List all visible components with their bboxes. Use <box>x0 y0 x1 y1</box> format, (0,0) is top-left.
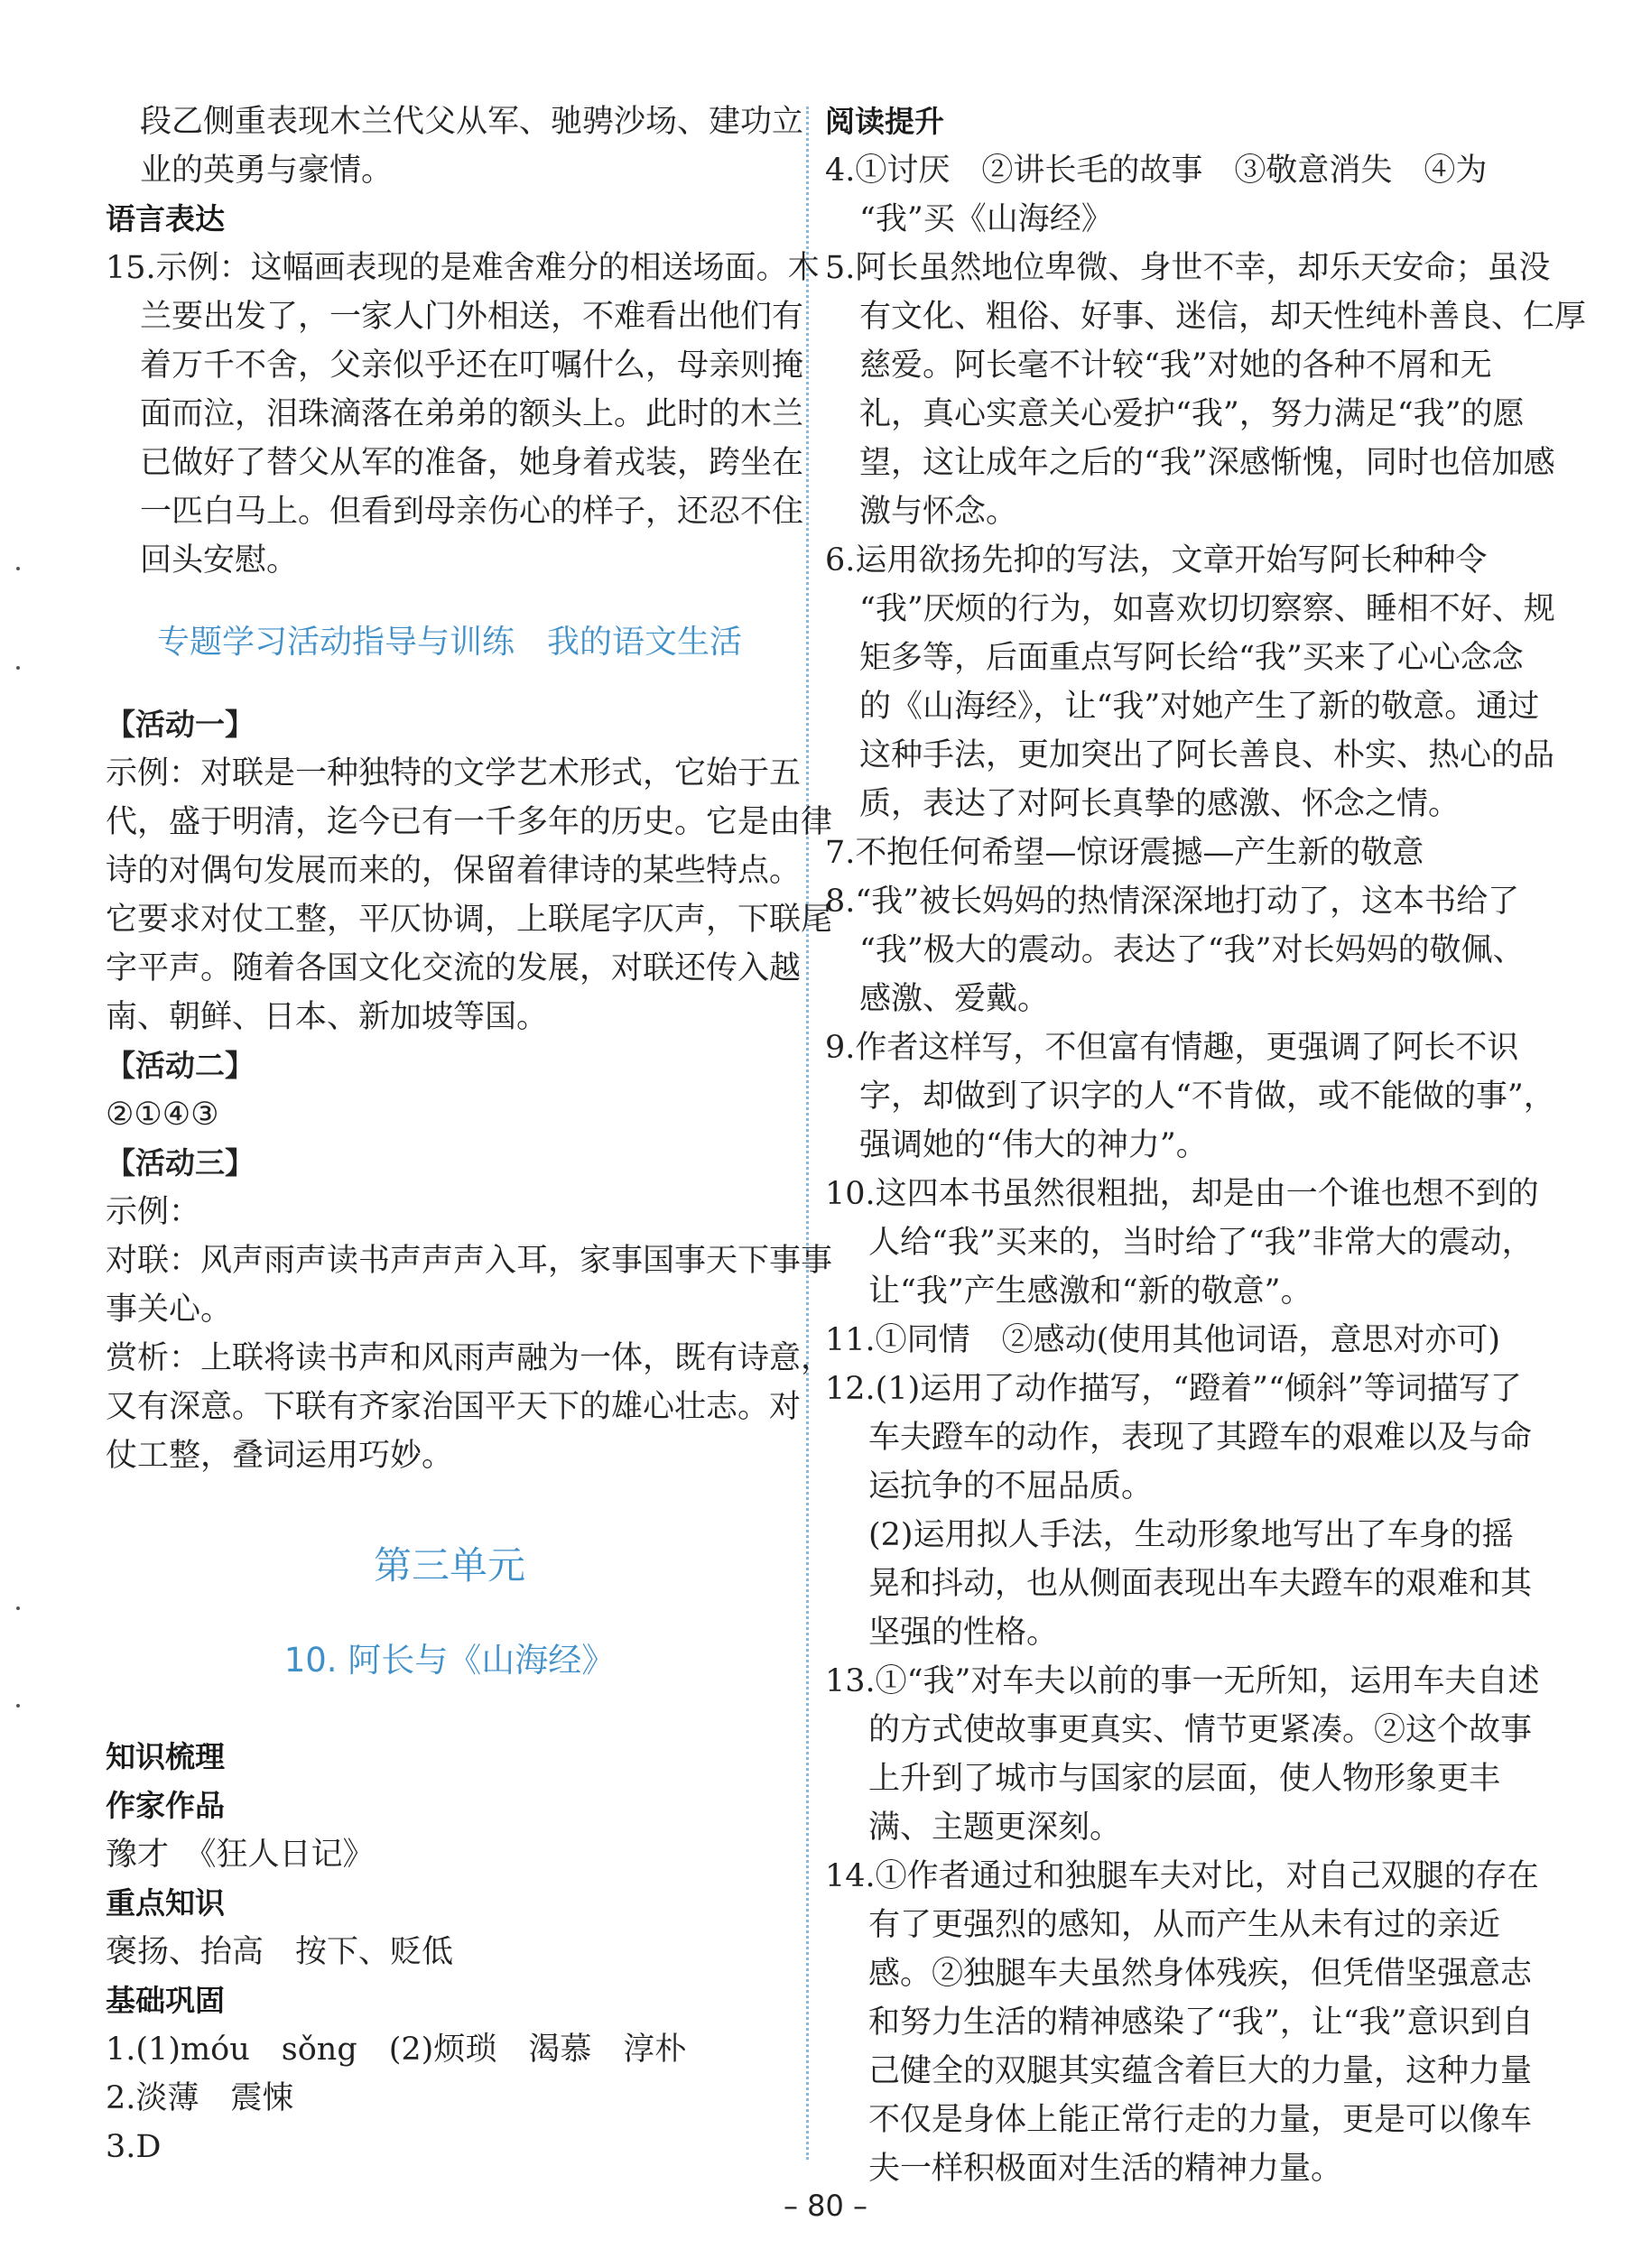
text-line: 字，却做到了识字的人“不肯做，或不能做的事”， <box>859 1078 1555 1115</box>
text-line: 代，盛于明清，迄今已有一千多年的历史。它是由律 <box>106 804 833 840</box>
text-line: 慈爱。阿长毫不计较“我”对她的各种不屑和无 <box>859 347 1492 384</box>
answer-8 <box>825 877 1525 1023</box>
text-line: 兰要出发了，一家人门外相送，不难看出他们有 <box>140 299 804 335</box>
text-line: 质，表达了对阿长真挚的感激、怀念之情。 <box>859 786 1461 822</box>
text-line: 15.示例：这幅画表现的是难舍难分的相送场面。木 <box>106 250 820 286</box>
text-line: 有了更强烈的感知，从而产生从未有过的亲近 <box>868 1907 1501 1943</box>
text-line: 望，这让成年之后的“我”深感惭愧，同时也倍加感 <box>859 445 1555 481</box>
text-line: 夫一样积极面对生活的精神力量。 <box>868 2151 1343 2187</box>
text-line: 示例： <box>106 1194 201 1230</box>
answer-14 <box>825 1852 1539 2193</box>
answer-5 <box>825 244 1587 536</box>
text-line: 和努力生活的精神感染了“我”，让“我”意识到自 <box>868 2004 1534 2041</box>
text-line: 它要求对仗工整，平仄协调，上联尾字仄声，下联尾 <box>106 902 833 938</box>
text-line: 对联：风声雨声读书声声声入耳，家事国事天下事事 <box>106 1243 833 1279</box>
text-line: 面而泣，泪珠滴落在弟弟的额头上。此时的木兰 <box>140 396 804 432</box>
text-line: 12.(1)运用了动作描写，“蹬着”“倾斜”等词描写了 <box>825 1371 1522 1407</box>
answer-12 <box>825 1365 1533 1657</box>
activity-1-text <box>106 749 833 1041</box>
section-title: 专题学习活动指导与训练 我的语文生活 <box>156 624 742 661</box>
text-line: 又有深意。下联有齐家治国平天下的雄心壮志。对 <box>106 1389 802 1425</box>
text-line: 晃和抖动，也从侧面表现出车夫蹬车的艰难和其 <box>868 1566 1533 1602</box>
text-line: 示例：对联是一种独特的文学艺术形式，它始于五 <box>106 755 802 791</box>
text-line: 10.这四本书虽然很粗拙，却是由一个谁也想不到的 <box>825 1176 1539 1212</box>
text-line: 满、主题更深刻。 <box>868 1810 1122 1846</box>
text-line: 感。②独腿车夫虽然身体残疾，但凭借坚强意志 <box>868 1956 1533 1992</box>
text-line: 这种手法，更加突出了阿长善良、朴实、热心的品 <box>859 737 1555 773</box>
text-line: 坚强的性格。 <box>868 1615 1059 1651</box>
text-line: 回头安慰。 <box>140 542 299 579</box>
text-line: 事关心。 <box>106 1291 233 1328</box>
page-number: – 80 – <box>783 2189 868 2223</box>
author-heading: 作家作品 <box>106 1788 225 1823</box>
text-line: 感激、爱戴。 <box>859 981 1050 1017</box>
text-line: 南、朝鲜、日本、新加坡等国。 <box>106 999 549 1035</box>
basic-heading: 基础巩固 <box>106 1983 225 2018</box>
text-line: 一匹白马上。但看到母亲伤心的样子，还忍不住 <box>140 494 804 530</box>
text-line: 激与怀念。 <box>859 494 1018 530</box>
text-line: 字平声。随着各国文化交流的发展，对联还传入越 <box>106 950 802 986</box>
text-line: 9.作者这样写，不但富有情趣，更强调了阿长不识 <box>825 1030 1519 1066</box>
text-line: 段乙侧重表现木兰代父从军、驰骋沙场、建功立 <box>140 104 804 140</box>
column-divider <box>806 106 809 2160</box>
basic-answer-1: 1.(1)móu sǒng (2)烦琐 渴慕 淳朴 <box>106 2032 687 2068</box>
text-line: 强调她的“伟大的神力”。 <box>859 1127 1208 1163</box>
text-line: “我”厌烦的行为，如喜欢切切察察、睡相不好、规 <box>859 591 1555 627</box>
text-line: 礼，真心实意关心爱护“我”，努力满足“我”的愿 <box>859 396 1525 432</box>
text-line: 着万千不舍，父亲似乎还在叮嘱什么，母亲则掩 <box>140 347 804 384</box>
key-answer: 褒扬、抬高 按下、贬低 <box>106 1934 454 1970</box>
basic-answer-2: 2.淡薄 震悚 <box>106 2080 294 2116</box>
activity-3-label: 【活动三】 <box>106 1145 255 1180</box>
intro-paragraph <box>106 97 804 195</box>
text-line: 己健全的双腿其实蕴含着巨大的力量，这种力量 <box>868 2053 1533 2089</box>
answer-11 <box>825 1316 1513 1365</box>
text-line: 矩多等，后面重点写阿长给“我”买来了心心念念 <box>859 640 1524 676</box>
unit-title: 第三单元 <box>373 1543 525 1588</box>
text-line: 4.①讨厌 ②讲长毛的故事 ③敬意消失 ④为 <box>825 153 1488 189</box>
text-line: 7.不抱任何希望—惊讶震撼—产生新的敬意 <box>825 835 1424 871</box>
text-line: 13.①“我”对车夫以前的事一无所知，运用车夫自述 <box>825 1663 1540 1699</box>
activity-3-text <box>106 1188 833 1480</box>
text-line: “我”买《山海经》 <box>859 201 1113 237</box>
text-line: 仗工整，叠词运用巧妙。 <box>106 1438 454 1474</box>
answer-15 <box>106 244 820 585</box>
text-line: 11.①同情 ②感动(使用其他词语，意思对亦可) <box>825 1322 1500 1358</box>
text-line: 不仅是身体上能正常行走的力量，更是可以像车 <box>868 2102 1533 2138</box>
activity-1-label: 【活动一】 <box>106 707 255 742</box>
text-line: 车夫蹬车的动作，表现了其蹬车的艰难以及与命 <box>868 1420 1533 1456</box>
text-line: 运抗争的不屈品质。 <box>868 1468 1154 1504</box>
answer-4 <box>825 146 1513 244</box>
answer-7 <box>825 829 1513 877</box>
text-line: 赏析：上联将读书声和风雨声融为一体，既有诗意， <box>106 1340 833 1376</box>
left-column <box>106 97 833 2171</box>
text-line: “我”极大的震动。表达了“我”对长妈妈的敬佩、 <box>859 932 1525 968</box>
text-line: 上升到了城市与国家的层面，使人物形象更丰 <box>868 1761 1501 1797</box>
activity-2-answer: ②①④③ <box>106 1097 219 1133</box>
text-line: 业的英勇与豪情。 <box>140 153 394 189</box>
author-answer: 豫才 《狂人日记》 <box>106 1837 375 1873</box>
text-line: 8.“我”被长妈妈的热情深深地打动了，这本书给了 <box>825 884 1520 920</box>
activity-2-label: 【活动二】 <box>106 1048 255 1083</box>
answer-6 <box>825 536 1555 829</box>
text-line: 的《山海经》，让“我”对她产生了新的敬意。通过 <box>859 689 1540 725</box>
text-line: 已做好了替父从军的准备，她身着戎装，跨坐在 <box>140 445 804 481</box>
text-line: 人给“我”买来的，当时给了“我”非常大的震动， <box>868 1225 1534 1261</box>
text-line: 诗的对偶句发展而来的，保留着律诗的某些特点。 <box>106 853 802 889</box>
text-line: 有文化、粗俗、好事、迷信，却天性纯朴善良、仁厚 <box>859 299 1587 335</box>
knowledge-heading: 知识梳理 <box>106 1739 225 1774</box>
lesson-title: 10. 阿长与《山海经》 <box>283 1641 616 1680</box>
text-line: 5.阿长虽然地位卑微、身世不幸，却乐天安命；虽没 <box>825 250 1551 286</box>
text-line: 让“我”产生感激和“新的敬意”。 <box>868 1273 1312 1310</box>
text-line: (2)运用拟人手法，生动形象地写出了车身的摇 <box>868 1517 1514 1553</box>
reading-heading: 阅读提升 <box>825 104 944 139</box>
expr-heading: 语言表达 <box>106 201 225 236</box>
key-heading: 重点知识 <box>106 1885 225 1921</box>
text-line: 的方式使故事更真实、情节更紧凑。②这个故事 <box>868 1712 1533 1748</box>
text-line: 6.运用欲扬先抑的写法，文章开始写阿长种种令 <box>825 542 1488 579</box>
answer-9 <box>825 1023 1555 1170</box>
answer-13 <box>825 1657 1540 1852</box>
answer-10 <box>825 1170 1539 1316</box>
basic-answer-3: 3.D <box>106 2129 162 2165</box>
text-line: 14.①作者通过和独腿车夫对比，对自己双腿的存在 <box>825 1858 1539 1894</box>
right-column <box>825 97 1587 2193</box>
